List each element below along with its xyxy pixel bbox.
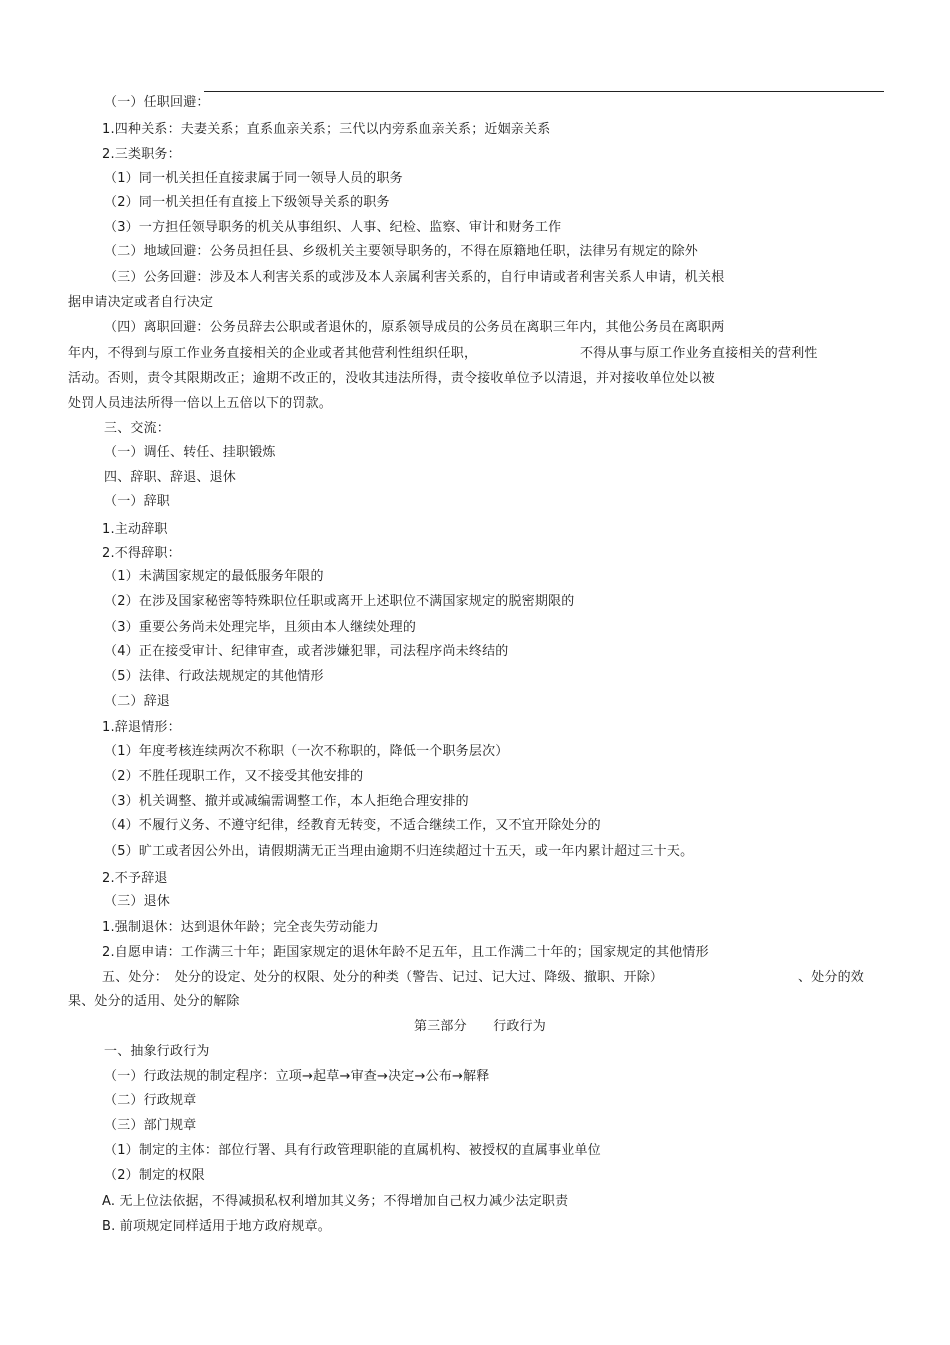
text-line: 2.三类职务：	[102, 147, 181, 162]
text-line: （5）旷工或者因公外出，请假期满无正当理由逾期不归连续超过十五天，或一年内累计超过三十天。	[104, 844, 694, 859]
text-line: 果、处分的适用、处分的解除	[68, 994, 240, 1009]
text-line: （三）退休	[104, 894, 171, 909]
text-line: 年内，不得到与原工作业务直接相关的企业或者其他营利性组织任职，	[68, 346, 478, 361]
text-line: 活动。否则，责令其限期改正；逾期不改正的，没收其违法所得，责令接收单位予以清退，并对接收单位处以被	[68, 371, 715, 386]
text-line: 处罚人员违法所得一倍以上五倍以下的罚款。	[68, 396, 333, 411]
text-line: （2）不胜任现职工作，又不接受其他安排的	[104, 769, 364, 784]
text-line: 2.不予辞退	[102, 871, 168, 886]
text-line: 据申请决定或者自行决定	[68, 295, 214, 310]
text-line: 、处分的效	[798, 970, 865, 985]
text-line: （二）地域回避：公务员担任县、乡级机关主要领导职务的，不得在原籍地任职，法律另有规定的除外	[104, 244, 699, 259]
text-line: 1.强制退休：达到退休年龄；完全丧失劳动能力	[102, 920, 379, 935]
text-line: B. 前项规定同样适用于地方政府规章。	[102, 1219, 331, 1234]
text-line: A. 无上位法依据，不得减损私权利增加其义务；不得增加自己权力减少法定职责	[102, 1194, 569, 1209]
text-line: （二）辞退	[104, 694, 171, 709]
text-line: 1.辞退情形：	[102, 720, 181, 735]
text-line: （四）离职回避：公务员辞去公职或者退休的，原系领导成员的公务员在离职三年内，其他公务员在离职两	[104, 320, 725, 335]
text-line: 1.主动辞职	[102, 522, 168, 537]
text-line: （1）同一机关担任直接隶属于同一领导人员的职务	[104, 171, 403, 186]
text-line: （3）机关调整、撤并或减编需调整工作，本人拒绝合理安排的	[104, 794, 469, 809]
text-line: 2.不得辞职：	[102, 546, 181, 561]
text-line: （2）同一机关担任有直接上下级领导关系的职务	[104, 195, 390, 210]
text-line: （一）行政法规的制定程序：立项→起草→审查→决定→公布→解释	[104, 1069, 490, 1084]
text-line: （2）制定的权限	[104, 1168, 205, 1183]
text-line: 一、抽象行政行为	[104, 1044, 210, 1059]
text-line: （三）部门规章	[104, 1118, 197, 1133]
text-line: （5）法律、行政法规规定的其他情形	[104, 669, 324, 684]
text-line: （一）辞职	[104, 494, 171, 509]
text-line: （1）未满国家规定的最低服务年限的	[104, 569, 324, 584]
text-line: 四、辞职、辞退、退休	[104, 470, 237, 485]
text-line: 1.四种关系：夫妻关系；直系血亲关系；三代以内旁系血亲关系；近姻亲关系	[102, 122, 551, 137]
text-line: （三）公务回避：涉及本人利害关系的或涉及本人亲属利害关系的，自行申请或者利害关系人申请，机关根	[104, 270, 725, 285]
text-line: （二）行政规章	[104, 1093, 197, 1108]
text-line: （一）任职回避：	[104, 95, 210, 110]
section-heading: 第三部分 行政行为	[414, 1019, 547, 1034]
text-line: （2）在涉及国家秘密等特殊职位任职或离开上述职位不满国家规定的脱密期限的	[104, 594, 575, 609]
text-line: 2.自愿申请：工作满三十年；距国家规定的退休年龄不足五年，且工作满二十年的；国家规定的其他情形	[102, 945, 709, 960]
text-line: 三、交流：	[104, 421, 171, 436]
text-line: （1）制定的主体：部位行署、具有行政管理职能的直属机构、被授权的直属事业单位	[104, 1143, 601, 1158]
text-line: （1）年度考核连续两次不称职（一次不称职的，降低一个职务层次）	[104, 744, 509, 759]
text-line: 不得从事与原工作业务直接相关的营利性	[580, 346, 818, 361]
text-line: （3）重要公务尚未处理完毕，且须由本人继续处理的	[104, 620, 417, 635]
text-line: 五、处分： 处分的设定、处分的权限、处分的种类（警告、记过、记大过、降级、撤职、开除）	[102, 970, 664, 985]
text-line: （一）调任、转任、挂职锻炼	[104, 445, 276, 460]
text-line: （4）不履行义务、不遵守纪律，经教育无转变，不适合继续工作，又不宜开除处分的	[104, 818, 601, 833]
text-line: （3）一方担任领导职务的机关从事组织、人事、纪检、监察、审计和财务工作	[104, 220, 562, 235]
text-line: （4）正在接受审计、纪律审查，或者涉嫌犯罪，司法程序尚未终结的	[104, 644, 509, 659]
header-rule	[204, 91, 884, 92]
